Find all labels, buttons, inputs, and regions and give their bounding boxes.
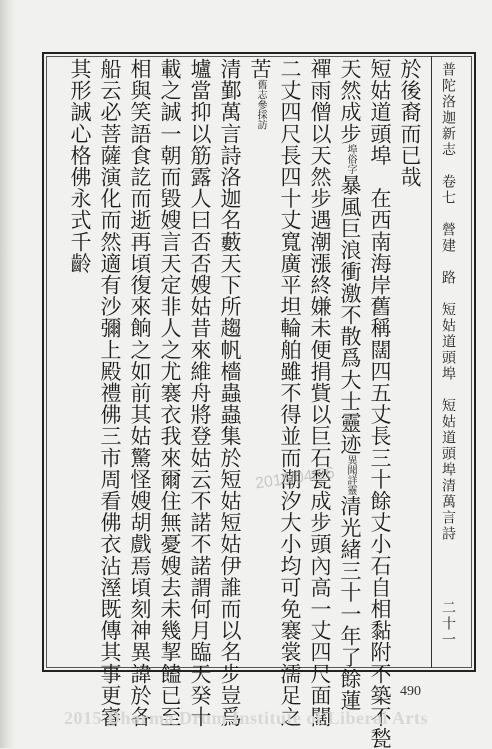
text-column-2 — [368, 58, 392, 749]
watermark: 2015 Dharma Drum Institute of Liberal Arts — [64, 708, 428, 728]
text-column-7: 清鄞萬言詩洛迦名藪天下所趨帆檣蟲蟲集於短姑短姑伊誰而以名步豈爲 — [218, 58, 242, 728]
text-column-6 — [248, 58, 272, 130]
text-column-12: 其形誠心格佛永式千齡 — [68, 58, 92, 274]
column-3-note: 埠俗字 — [345, 144, 356, 175]
text-column-4: 禪雨僧以天然步遇潮漲終嫌未便捐貲以巨石甃成步頭內高一丈四尺面闊 — [308, 58, 332, 728]
column-3-note-2: 異聞詳靈 — [345, 455, 356, 496]
header-divider — [431, 56, 432, 668]
folio-number: 二十一 — [440, 600, 456, 648]
date-stamp: 2015/04/26 — [254, 464, 336, 493]
column-6-note: 舊志參採訪 — [255, 79, 266, 130]
column-3-body: 暴風巨浪衝激不散爲大士靈迹 — [338, 174, 362, 456]
column-6-text: 苦 — [248, 58, 272, 80]
text-column-1: 於後裔而已哉 — [398, 58, 422, 188]
text-column-11: 船云必菩薩演化而然適有沙彌上殿禮佛三市周看佛衣沾溼既傳其事更審 — [98, 58, 122, 728]
book-spine-edge — [0, 0, 16, 748]
column-2-text: 短姑道頭埠 在西南海岸舊稱闊四五丈長三十餘丈小石自相黏附不築不甃 — [368, 58, 392, 749]
text-column-9: 載之誠一朝而毀嫂言天定非人之尤褰衣我來爾住無憂嫂去未幾挈饁已至 — [158, 58, 182, 728]
running-header: 普陀洛迦新志 卷七 營建 路 短姑道頭埠 短姑道頭埠清萬言詩 — [440, 62, 456, 542]
page-number: 490 — [400, 684, 421, 699]
text-column-5: 二丈四尺長四十丈寬廣平坦輪舶雖不得並而潮汐大小均可免褰裳濡足之 — [278, 58, 302, 728]
column-3-tail: 清光緒三十一年了餘蓮 — [338, 495, 362, 712]
column-3-head: 天然成步 — [338, 58, 362, 145]
text-column-8: 壚當抑以筋露人曰否否嫂姑昔來維舟將登姑云不諾不諾謂何月臨天癸十 — [188, 58, 212, 728]
text-column-3 — [338, 58, 362, 711]
text-column-10: 相與笑語食訖而逝再頃復來餉之如前其姑驚怪嫂胡戲焉頃刻神異諱於各 — [128, 58, 152, 728]
